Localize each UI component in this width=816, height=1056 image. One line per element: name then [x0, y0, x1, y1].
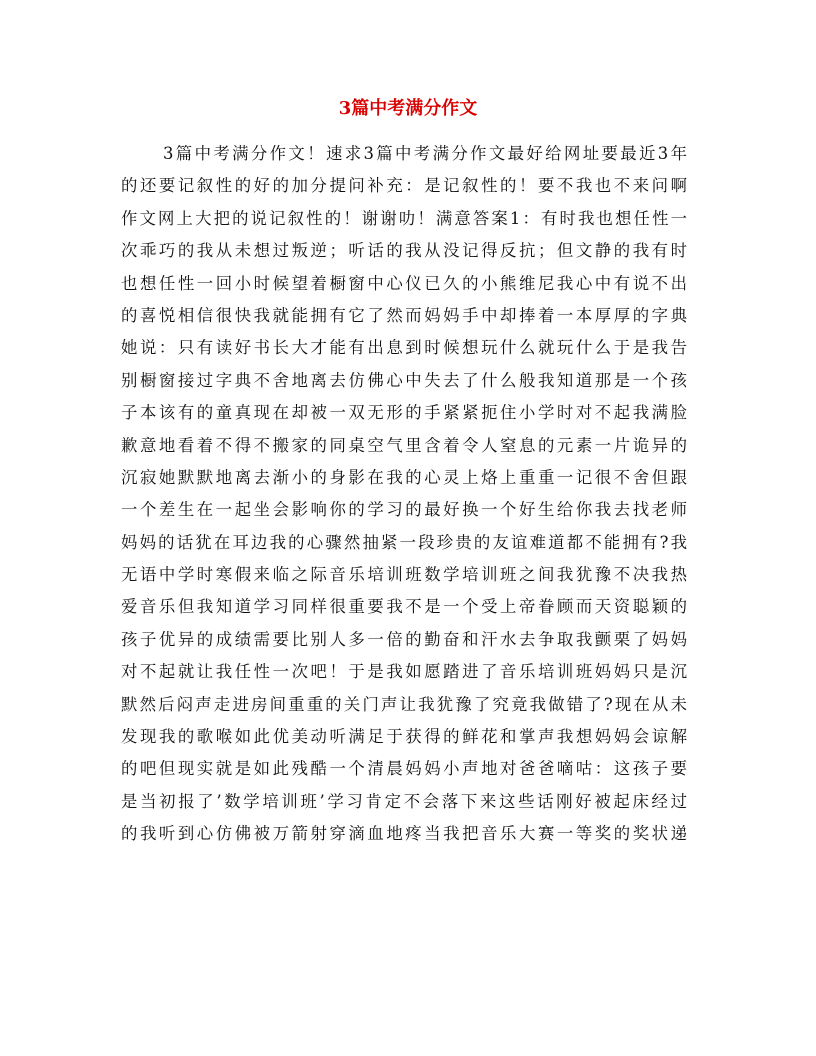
body-line: 妈妈的话犹在耳边我的心骤然抽紧一段珍贵的友谊难道都不能拥有?我 [121, 532, 687, 552]
body-line: 沉寂她默默地离去渐小的身影在我的心灵上烙上重重一记很不舍但跟 [121, 467, 687, 487]
body-line: 无语中学时寒假来临之际音乐培训班数学培训班之间我犹豫不决我热 [121, 565, 687, 585]
body-line: 也想任性一回小时候望着橱窗中心仪已久的小熊维尼我心中有说不出 [121, 273, 687, 293]
body-line: 作文网上大把的说记叙性的！谢谢叻！满意答案1：有时我也想任性一 [121, 208, 687, 228]
body-line: 她说：只有读好书长大才能有出息到时候想玩什么就玩什么于是我告 [121, 338, 687, 358]
body-line: 子本该有的童真现在却被一双无形的手紧紧扼住小学时对不起我满脸 [121, 403, 687, 423]
body-line: 发现我的歌喉如此优美动听满足于获得的鲜花和掌声我想妈妈会谅解 [121, 727, 687, 747]
body-line: 孩子优异的成绩需要比别人多一倍的勤奋和汗水去争取我颤栗了妈妈 [121, 629, 687, 649]
body-line: 的喜悦相信很快我就能拥有它了然而妈妈手中却捧着一本厚厚的字典 [121, 305, 687, 325]
body-line: 一个差生在一起坐会影响你的学习的最好换一个好生给你我去找老师 [121, 500, 687, 520]
body-line: 次乖巧的我从未想过叛逆；听话的我从没记得反抗；但文静的我有时 [121, 241, 687, 261]
essay-body [121, 138, 687, 851]
document-title: 3篇中考满分作文 [338, 98, 478, 119]
body-line: 默然后闷声走进房间重重的关门声让我犹豫了究竟我做错了?现在从未 [121, 694, 687, 714]
body-line: 歉意地看着不得不搬家的同桌空气里含着令人窒息的元素一片诡异的 [121, 435, 687, 455]
body-line: 别橱窗接过字典不舍地离去仿佛心中失去了什么般我知道那是一个孩 [121, 370, 687, 390]
body-line: 对不起就让我任性一次吧！于是我如愿踏进了音乐培训班妈妈只是沉 [121, 662, 687, 682]
body-line: 是当初报了’数学培训班’学习肯定不会落下来这些话刚好被起床经过 [121, 791, 687, 811]
body-line: 的我听到心仿佛被万箭射穿滴血地疼当我把音乐大赛一等奖的奖状递 [121, 824, 687, 844]
body-line: 3篇中考满分作文！速求3篇中考满分作文最好给网址要最近3年 [163, 144, 687, 163]
body-line: 的吧但现实就是如此残酷一个清晨妈妈小声地对爸爸嘀咕：这孩子要 [121, 759, 687, 779]
body-line: 的还要记叙性的好的加分提问补充：是记叙性的！要不我也不来问啊 [121, 176, 687, 196]
body-line: 爱音乐但我知道学习同样很重要我不是一个受上帝眷顾而天资聪颖的 [121, 597, 687, 617]
